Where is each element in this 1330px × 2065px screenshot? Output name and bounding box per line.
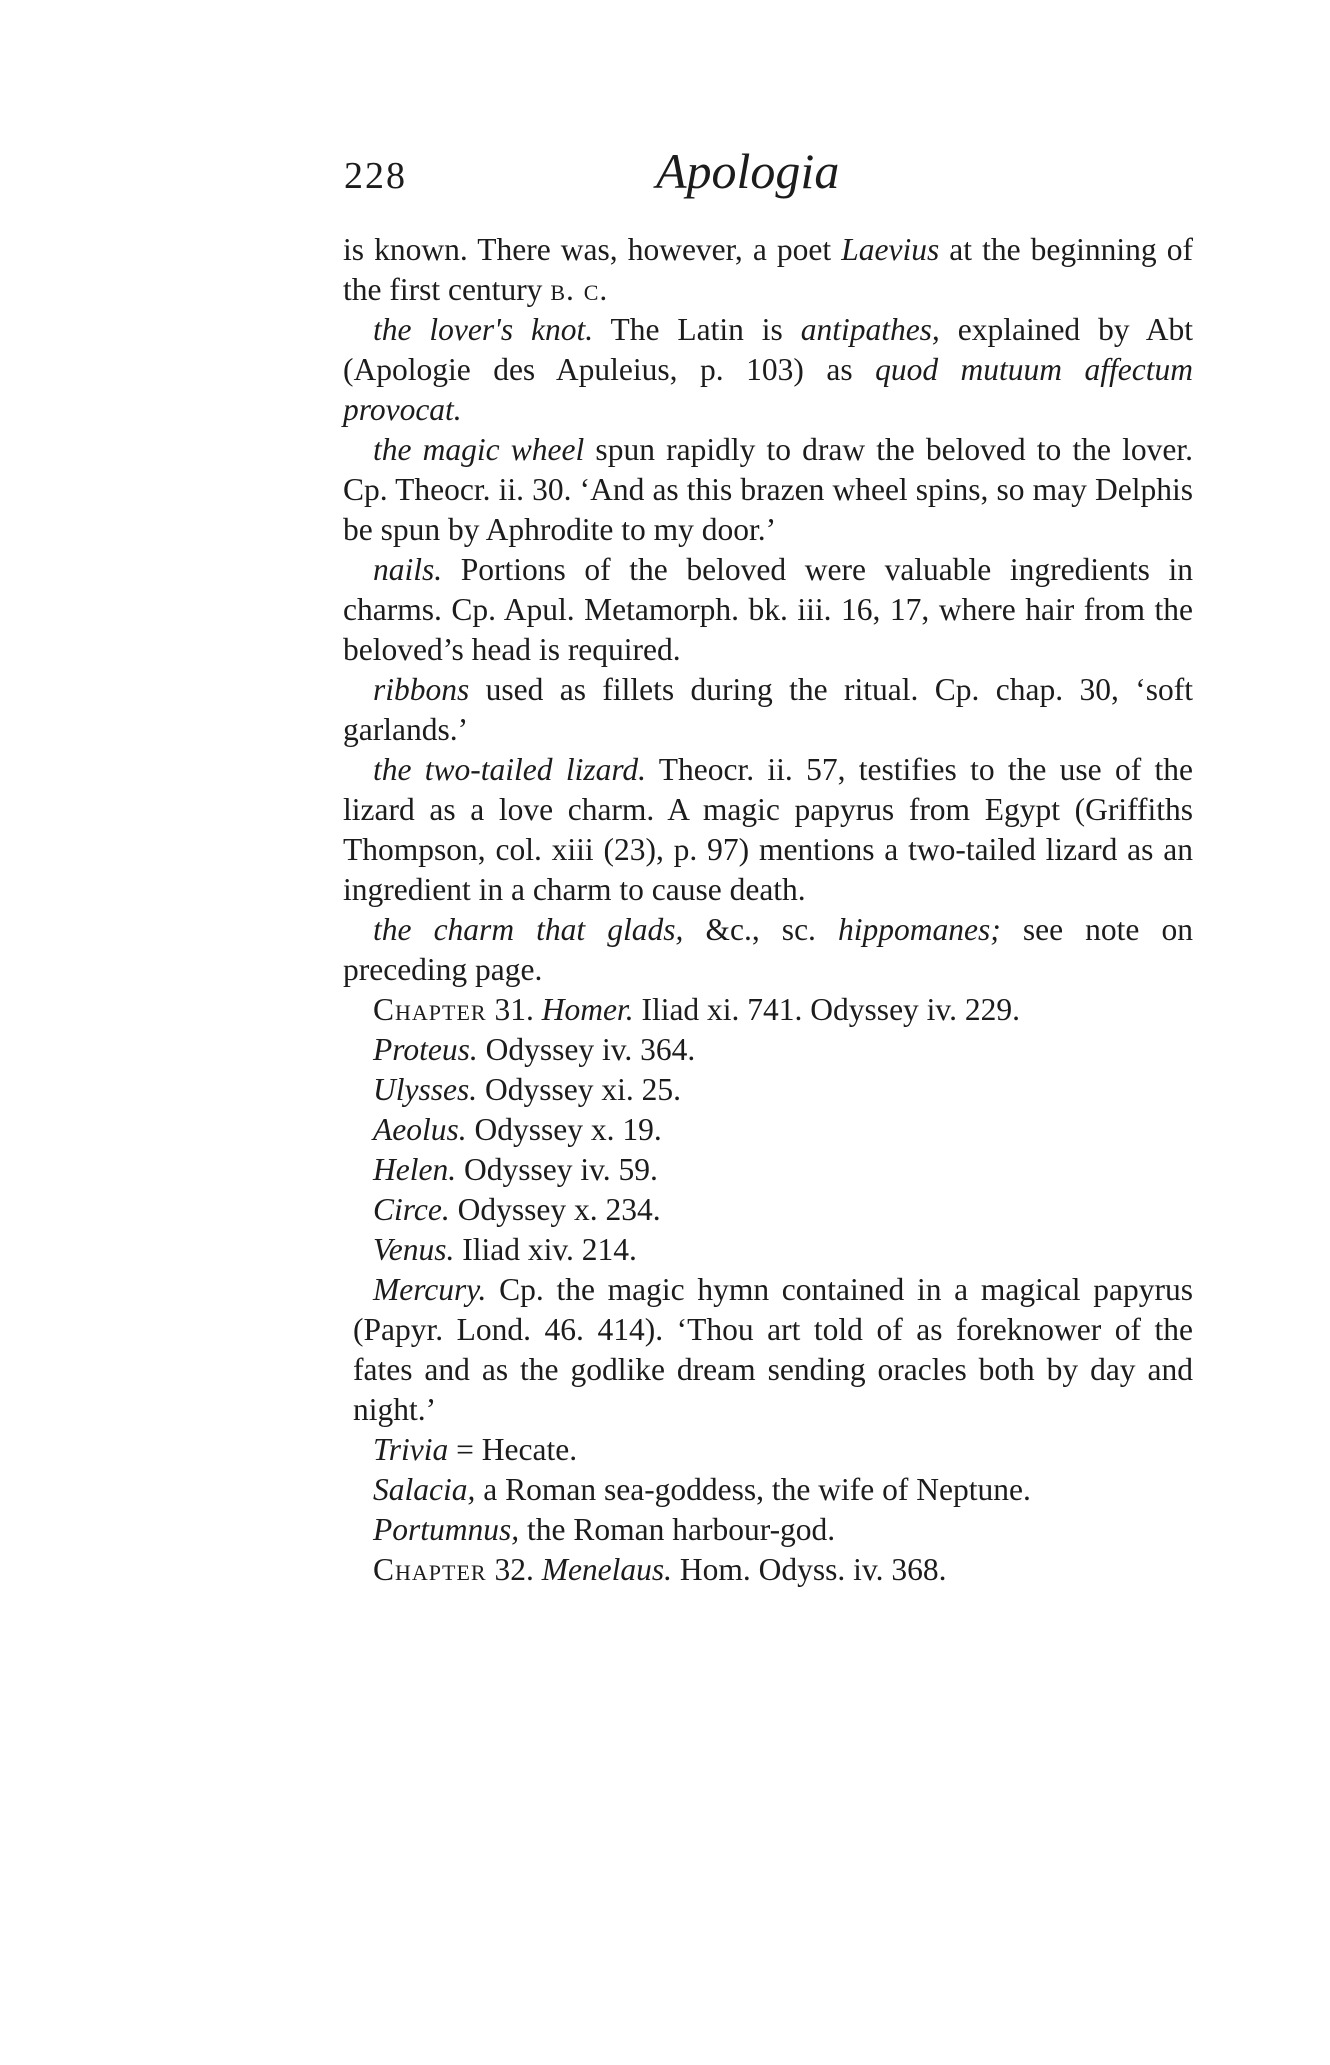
note-chapter-32: Chapter 32. Menelaus. Hom. Odyss. iv. 368. [373, 1552, 947, 1587]
note-helen: Helen. Odyssey iv. 59. [373, 1152, 658, 1187]
note-ulysses: Ulysses. Odyssey xi. 25. [373, 1072, 681, 1107]
lemma: Proteus. [373, 1032, 478, 1067]
note-mercury: Mercury. Cp. the magic hymn contained in a magical papyrus (Papyr. Lond. 46. 414). ‘Thou art told of as foreknower of the fates and as the godlike dream sending oracles both by day and night.’ [353, 1272, 1193, 1427]
lemma: Salacia, [373, 1472, 476, 1507]
lemma: the charm that glads, [373, 912, 684, 947]
note-aeolus: Aeolus. Odyssey x. 19. [373, 1112, 662, 1147]
note-portumnus: Portumnus, the Roman harbour-god. [373, 1512, 836, 1547]
lemma: Helen. [373, 1152, 457, 1187]
note-nails: nails. Portions of the beloved were valuable ingredients in charms. Cp. Apul. Metamorph. bk. iii. 16, 17, where hair from the beloved’s head is required. [343, 552, 1193, 667]
note-charm-that-glads: the charm that glads, &c., sc. hippomanes; see note on preceding page. [343, 912, 1193, 987]
note-chapter-31: Chapter 31. Homer. Iliad xi. 741. Odyssey iv. 229. [373, 992, 1021, 1027]
note-ribbons: ribbons used as fillets during the ritual. Cp. chap. 30, ‘soft garlands.’ [343, 672, 1193, 747]
note-salacia: Salacia, a Roman sea-goddess, the wife of Neptune. [373, 1472, 1031, 1507]
running-head [344, 142, 1194, 212]
note-circe: Circe. Odyssey x. 234. [373, 1192, 661, 1227]
page-number: 228 [344, 155, 407, 197]
lemma: Menelaus. [541, 1552, 673, 1587]
lemma: ribbons [373, 672, 470, 707]
note-magic-wheel: the magic wheel spun rapidly to draw the beloved to the lover. Cp. Theocr. ii. 30. ‘And as this brazen wheel spins, so may Delphis be spun by Aphrodite to my door.’ [343, 432, 1193, 547]
lemma: the magic wheel [373, 432, 585, 467]
note-laevius: is known. There was, however, a poet Laevius at the beginning of the first century b. c. [343, 232, 1193, 307]
lemma: Aeolus. [373, 1112, 467, 1147]
note-proteus: Proteus. Odyssey iv. 364. [373, 1032, 696, 1067]
running-title: Apologia [656, 143, 840, 199]
lemma: the two-tailed lizard. [373, 752, 647, 787]
notes-text [343, 230, 1193, 1590]
lemma: Trivia [373, 1432, 449, 1467]
lemma: Portumnus, [373, 1512, 520, 1547]
note-two-tailed-lizard: the two-tailed lizard. Theocr. ii. 57, testifies to the use of the lizard as a love charm. A magic papyrus from Egypt (Griffiths Thompson, col. xiii (23), p. 97) mentions a two-tailed lizard as an ingredient in a charm to cause death. [343, 752, 1193, 907]
chapter-heading: Chapter [373, 1552, 487, 1587]
note-trivia: Trivia = Hecate. [373, 1432, 578, 1467]
chapter-heading: Chapter [373, 992, 487, 1027]
lemma: Homer. [541, 992, 634, 1027]
lemma: Venus. [373, 1232, 455, 1267]
note-lovers-knot: the lover's knot. The Latin is antipathes, explained by Abt (Apologie des Apuleius, p. 103) as quod mutuum affectum provocat. [343, 312, 1194, 427]
lemma: the lover's knot. [373, 312, 594, 347]
lemma: nails. [373, 552, 443, 587]
lemma: Circe. [373, 1192, 450, 1227]
lemma: Mercury. [373, 1272, 487, 1307]
note-venus: Venus. Iliad xiv. 214. [373, 1232, 637, 1267]
lemma: Ulysses. [373, 1072, 478, 1107]
